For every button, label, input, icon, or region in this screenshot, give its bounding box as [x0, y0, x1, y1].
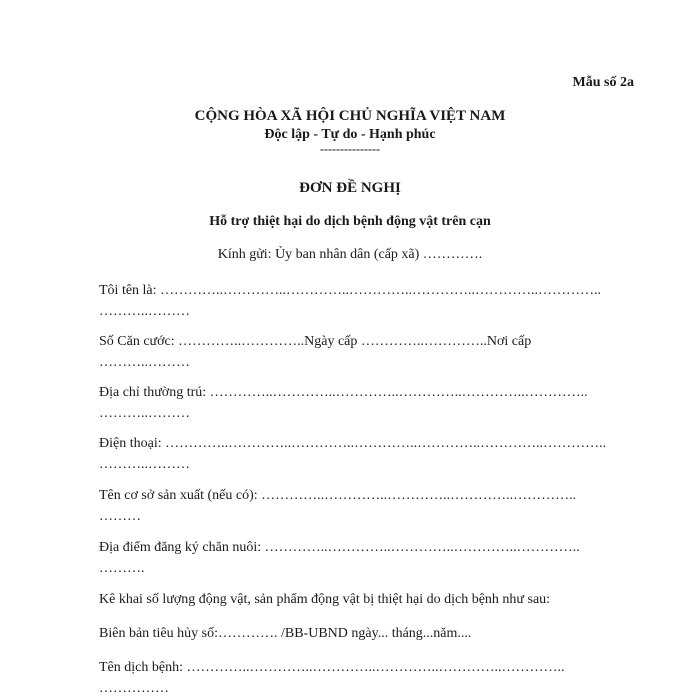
recipient-line: Kính gửi: Ủy ban nhân dân (cấp xã) ………….	[217, 247, 483, 262]
form-code: Mẫu số 2a	[572, 75, 634, 90]
field-declare	[99, 589, 639, 610]
field-name-continuation: ………..………	[99, 304, 190, 319]
field-disease	[99, 657, 639, 699]
field-phone-label: Điện thoại: …………..…………..…………..…………..…………..…………..…………..	[99, 436, 607, 451]
field-id-card	[99, 331, 639, 373]
field-name	[99, 280, 639, 322]
national-title: CỘNG HÒA XÃ HỘI CHỦ NGHĨA VIỆT NAM	[194, 108, 506, 124]
field-declare-label: Kê khai số lượng động vật, sản phẩm động vật bị thiệt hại do dịch bệnh như sau:	[99, 592, 551, 607]
field-farm-location-continuation: ……….	[99, 561, 145, 576]
field-facility-continuation: ………	[99, 509, 141, 524]
field-farm-location-label: Địa điểm đăng ký chăn nuôi: …………..…………..…………..…………..…………..	[99, 540, 580, 555]
field-address-continuation: ………..………	[99, 406, 190, 421]
field-id-card-label: Số Căn cước: …………..…………..Ngày cấp …………..…………..Nơi cấp	[99, 334, 532, 349]
field-address	[99, 382, 639, 424]
field-destruction-record-label: Biên bản tiêu hủy số:…………. /BB-UBND ngày... tháng...năm....	[99, 626, 472, 641]
field-facility-label: Tên cơ sở sản xuất (nếu có): …………..…………..…………..…………..…………..	[99, 488, 577, 503]
header-rule: ---------------	[320, 142, 380, 156]
field-id-card-continuation: ………..………	[99, 355, 190, 370]
field-destruction-record	[99, 623, 639, 644]
field-disease-label: Tên dịch bệnh: …………..…………..…………..…………..…………..…………..	[99, 660, 565, 675]
field-facility	[99, 485, 639, 527]
field-farm-location	[99, 537, 639, 579]
field-phone	[99, 433, 639, 475]
field-address-label: Địa chỉ thường trú: …………..…………..…………..…………..…………..…………..	[99, 385, 588, 400]
field-phone-continuation: ………..………	[99, 457, 190, 472]
national-motto: Độc lập - Tự do - Hạnh phúc	[264, 127, 436, 142]
document-subtitle: Hỗ trợ thiệt hại do dịch bệnh động vật trên cạn	[209, 214, 491, 229]
document-title: ĐƠN ĐỀ NGHỊ	[299, 180, 401, 196]
field-disease-continuation: ……………	[99, 681, 169, 696]
field-name-label: Tôi tên là: …………..…………..…………..…………..…………..…………..…………..	[99, 283, 602, 298]
